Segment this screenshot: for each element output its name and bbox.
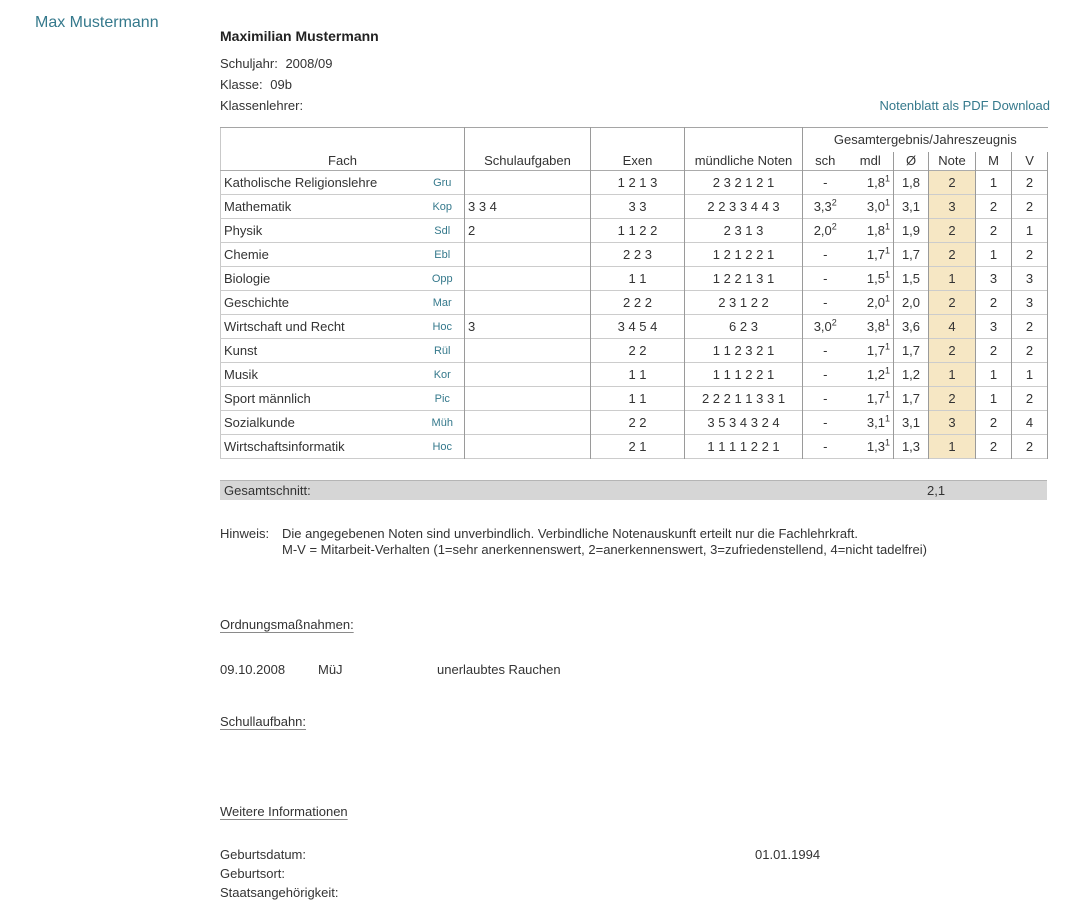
schulaufgaben-cell [465, 171, 591, 195]
col-header-exen: Exen [591, 128, 685, 171]
schulaufgaben-cell [465, 387, 591, 411]
klassenlehrer-label: Klassenlehrer: [220, 98, 304, 113]
sch-cell: - [823, 247, 828, 262]
teacher-abbr-link[interactable]: Mar [421, 291, 465, 315]
mitarbeit-cell: 3 [976, 315, 1012, 339]
table-row [221, 243, 1048, 267]
sch-cell: $3,0^2$ [813, 317, 837, 334]
weight-superscript: 1 [884, 245, 890, 256]
table-row [221, 411, 1048, 435]
weight-superscript: 1 [884, 293, 890, 304]
sch-cell: - [823, 175, 828, 190]
sch-cell: - [823, 343, 828, 358]
mdl-cell: $3,1^1$ [848, 411, 894, 435]
weight-superscript: 1 [884, 173, 890, 184]
schulaufgaben-cell [465, 243, 591, 267]
gesamtschnitt-bar [220, 480, 1047, 500]
weight-superscript: 1 [884, 437, 890, 448]
grades-table-header [221, 128, 1048, 171]
exen-cell: 1 1 2 2 [591, 219, 685, 243]
schulaufgaben-cell [465, 339, 591, 363]
table-row [221, 219, 1048, 243]
note-cell: 2 [929, 171, 976, 195]
mdl-cell: $1,5^1$ [848, 267, 894, 291]
section-weitere-informationen [220, 803, 1050, 821]
grades-table [220, 127, 1048, 459]
teacher-abbr-link[interactable]: Hoc [421, 315, 465, 339]
entry-date: 09.10.2008 [220, 662, 286, 677]
table-row [221, 363, 1048, 387]
mitarbeit-cell: 1 [976, 387, 1012, 411]
entry-teacher-kuerzel: MüJ [318, 662, 343, 677]
klasse-label: Klasse: [220, 77, 263, 92]
schullaufbahn-title: Schullaufbahn: [220, 714, 307, 729]
sch-cell: $3,3^2$ [813, 197, 837, 214]
mdl-cell: $1,3^1$ [848, 435, 894, 459]
weight-superscript: 1 [884, 197, 890, 208]
sch-cell: - [823, 367, 828, 382]
col-header-avg: Ø [894, 152, 929, 171]
weight-superscript: 1 [884, 341, 890, 352]
note-cell: 2 [929, 291, 976, 315]
pdf-download-link[interactable]: Notenblatt als PDF Download [879, 98, 1050, 113]
table-row [221, 435, 1048, 459]
weight-superscript: 1 [884, 269, 890, 280]
verhalten-cell: 1 [1012, 363, 1048, 387]
table-row [221, 195, 1048, 219]
weight-superscript: 1 [884, 389, 890, 400]
exen-cell: 1 2 1 3 [591, 171, 685, 195]
verhalten-cell: 3 [1012, 291, 1048, 315]
col-header-v: V [1012, 152, 1048, 171]
weight-superscript: 1 [884, 413, 890, 424]
teacher-abbr-link[interactable]: Müh [421, 411, 465, 435]
verhalten-cell: 2 [1012, 339, 1048, 363]
exen-cell: 1 1 [591, 363, 685, 387]
note-cell: 1 [929, 363, 976, 387]
average-cell: 2,0 [894, 291, 929, 315]
weight-superscript: 2 [831, 221, 837, 232]
exen-cell: 1 1 [591, 387, 685, 411]
exen-cell: 1 1 [591, 267, 685, 291]
group-header-gesamtergebnis: Gesamtergebnis/Jahreszeugnis [833, 132, 1017, 148]
note-cell: 1 [929, 435, 976, 459]
exen-cell: 3 4 5 4 [591, 315, 685, 339]
sch-cell: $2,0^2$ [813, 221, 837, 238]
subject-cell: Wirtschaftsinformatik [224, 439, 345, 454]
schulaufgaben-cell: 3 3 4 [465, 195, 591, 219]
muendliche-noten-cell: 2 3 1 3 [685, 219, 803, 243]
subject-cell: Sport männlich [224, 391, 311, 406]
mdl-cell: $1,7^1$ [848, 387, 894, 411]
muendliche-noten-cell: 1 2 1 2 2 1 [685, 243, 803, 267]
col-header-m: M [976, 152, 1012, 171]
subject-cell: Katholische Religionslehre [224, 175, 378, 190]
verhalten-cell: 2 [1012, 195, 1048, 219]
col-header-schulaufgaben: Schulaufgaben [465, 128, 591, 171]
mitarbeit-cell: 1 [976, 171, 1012, 195]
sch-cell: - [823, 391, 828, 406]
hinweis-block [220, 526, 1050, 558]
entry-text: unerlaubtes Rauchen [437, 662, 561, 677]
verhalten-cell: 2 [1012, 387, 1048, 411]
mitarbeit-cell: 2 [976, 435, 1012, 459]
geburtsdatum-label: Geburtsdatum: [220, 847, 306, 862]
sidebar-user-link[interactable]: Max Mustermann [35, 14, 159, 31]
weight-superscript: 2 [831, 197, 837, 208]
mdl-cell: $1,8^1$ [848, 219, 894, 243]
table-row [221, 315, 1048, 339]
exen-cell: 2 2 [591, 339, 685, 363]
verhalten-cell: 1 [1012, 219, 1048, 243]
table-row [221, 339, 1048, 363]
exen-cell: 2 2 3 [591, 243, 685, 267]
subject-cell: Sozialkunde [224, 415, 295, 430]
section-schullaufbahn [220, 713, 1050, 731]
sch-cell: - [823, 271, 828, 286]
gesamtschnitt-label: Gesamtschnitt: [224, 483, 311, 498]
exen-cell: 2 2 [591, 411, 685, 435]
grades-table-body [221, 171, 1048, 459]
average-cell: 1,3 [894, 435, 929, 459]
mitarbeit-cell: 1 [976, 243, 1012, 267]
klassenlehrer-line [220, 95, 1050, 116]
weitere-informationen-title: Weitere Informationen [220, 804, 348, 819]
group-header-row [221, 128, 1048, 152]
mitarbeit-cell: 2 [976, 195, 1012, 219]
col-header-muendliche-noten: mündliche Noten [685, 128, 803, 171]
note-cell: 2 [929, 243, 976, 267]
schuljahr-value: 2008/09 [285, 56, 333, 71]
schulaufgaben-cell [465, 363, 591, 387]
muendliche-noten-cell: 2 2 2 1 1 3 3 1 [685, 387, 803, 411]
teacher-abbr-link[interactable]: Ebl [421, 243, 465, 267]
teacher-abbr-link[interactable]: Gru [421, 171, 465, 195]
klasse-value: 09b [270, 77, 292, 92]
hinweis-line2: M-V = Mitarbeit-Verhalten (1=sehr anerkennenswert, 2=anerkennenswert, 3=zufriedenstellend, 4=nicht tadelfrei) [282, 542, 927, 557]
average-cell: 3,1 [894, 411, 929, 435]
weight-superscript: 1 [884, 221, 890, 232]
table-row [221, 267, 1048, 291]
ordnungsmassnahme-entry [220, 662, 1050, 677]
verhalten-cell: 3 [1012, 267, 1048, 291]
mitarbeit-cell: 2 [976, 339, 1012, 363]
weight-superscript: 2 [831, 317, 837, 328]
note-cell: 1 [929, 267, 976, 291]
hinweis-text [282, 526, 927, 558]
muendliche-noten-cell: 2 2 3 3 4 4 3 [685, 195, 803, 219]
mdl-cell: $3,0^1$ [848, 195, 894, 219]
schulaufgaben-cell [465, 411, 591, 435]
hinweis-line1: Die angegebenen Noten sind unverbindlich. Verbindliche Notenauskunft erteilt nur die Fachlehrkraft. [282, 526, 858, 541]
average-cell: 3,6 [894, 315, 929, 339]
schulaufgaben-cell [465, 291, 591, 315]
note-cell: 3 [929, 195, 976, 219]
verhalten-cell: 2 [1012, 171, 1048, 195]
mdl-cell: $1,8^1$ [848, 171, 894, 195]
mitarbeit-cell: 3 [976, 267, 1012, 291]
subject-cell: Mathematik [224, 199, 292, 214]
mdl-cell: $1,7^1$ [848, 339, 894, 363]
subject-cell: Geschichte [224, 295, 290, 310]
average-cell: 1,7 [894, 339, 929, 363]
note-cell: 2 [929, 219, 976, 243]
weight-superscript: 1 [884, 365, 890, 376]
schulaufgaben-cell [465, 267, 591, 291]
average-cell: 1,7 [894, 387, 929, 411]
schulaufgaben-cell: 2 [465, 219, 591, 243]
verhalten-cell: 2 [1012, 315, 1048, 339]
field-geburtsdatum [220, 845, 1050, 864]
teacher-abbr-link[interactable]: Opp [421, 267, 465, 291]
teacher-abbr-link[interactable]: Hoc [421, 435, 465, 459]
average-cell: 1,8 [894, 171, 929, 195]
exen-cell: 2 2 2 [591, 291, 685, 315]
mitarbeit-cell: 1 [976, 363, 1012, 387]
schuljahr-line [220, 53, 1050, 74]
geburtsort-label: Geburtsort: [220, 866, 286, 881]
col-header-fach: Fach [221, 128, 465, 171]
average-cell: 1,7 [894, 243, 929, 267]
teacher-abbr-link[interactable]: Rül [421, 339, 465, 363]
geburtsdatum-value: 01.01.1994 [755, 847, 821, 862]
average-cell: 3,1 [894, 195, 929, 219]
exen-cell: 3 3 [591, 195, 685, 219]
teacher-abbr-link[interactable]: Sdl [421, 219, 465, 243]
mitarbeit-cell: 2 [976, 219, 1012, 243]
note-cell: 4 [929, 315, 976, 339]
subject-cell: Musik [224, 367, 258, 382]
average-cell: 1,9 [894, 219, 929, 243]
muendliche-noten-cell: 6 2 3 [685, 315, 803, 339]
mdl-cell: $3,8^1$ [848, 315, 894, 339]
verhalten-cell: 2 [1012, 435, 1048, 459]
student-name: Maximilian Mustermann [220, 28, 379, 44]
schulaufgaben-cell: 3 [465, 315, 591, 339]
mdl-cell: $1,2^1$ [848, 363, 894, 387]
muendliche-noten-cell: 1 2 2 1 3 1 [685, 267, 803, 291]
subject-cell: Chemie [224, 247, 269, 262]
muendliche-noten-cell: 1 1 2 3 2 1 [685, 339, 803, 363]
muendliche-noten-cell: 3 5 3 4 3 2 4 [685, 411, 803, 435]
muendliche-noten-cell: 2 3 1 2 2 [685, 291, 803, 315]
table-row [221, 387, 1048, 411]
weight-superscript: 1 [884, 317, 890, 328]
col-header-note: Note [929, 152, 976, 171]
muendliche-noten-cell: 2 3 2 1 2 1 [685, 171, 803, 195]
table-row [221, 171, 1048, 195]
teacher-abbr-link[interactable]: Kop [421, 195, 465, 219]
verhalten-cell: 4 [1012, 411, 1048, 435]
note-cell: 2 [929, 339, 976, 363]
sch-cell: - [823, 295, 828, 310]
sch-cell: - [823, 439, 828, 454]
schuljahr-label: Schuljahr: [220, 56, 278, 71]
average-cell: 1,2 [894, 363, 929, 387]
gesamtschnitt-value: 2,1 [927, 483, 946, 498]
teacher-abbr-link[interactable]: Pic [421, 387, 465, 411]
subject-cell: Kunst [224, 343, 258, 358]
subject-cell: Wirtschaft und Recht [224, 319, 345, 334]
weitere-informationen-fields [220, 845, 1050, 902]
exen-cell: 2 1 [591, 435, 685, 459]
col-header-mdl: mdl [848, 152, 894, 171]
average-cell: 1,5 [894, 267, 929, 291]
col-header-sch: sch [815, 153, 836, 169]
staatsangehoerigkeit-label: Staatsangehörigkeit: [220, 885, 339, 900]
schulaufgaben-cell [465, 435, 591, 459]
subject-cell: Biologie [224, 271, 271, 286]
ordnungsmassnahmen-title: Ordnungsmaßnahmen: [220, 617, 354, 632]
mitarbeit-cell: 2 [976, 411, 1012, 435]
subject-cell: Physik [224, 223, 263, 238]
field-staatsangehoerigkeit [220, 883, 1050, 902]
note-cell: 3 [929, 411, 976, 435]
klasse-line [220, 74, 1050, 95]
teacher-abbr-link[interactable]: Kor [421, 363, 465, 387]
mdl-cell: $1,7^1$ [848, 243, 894, 267]
hinweis-label: Hinweis: [220, 526, 270, 541]
muendliche-noten-cell: 1 1 1 2 2 1 [685, 363, 803, 387]
section-ordnungsmassnahmen [220, 616, 1050, 634]
muendliche-noten-cell: 1 1 1 1 2 2 1 [685, 435, 803, 459]
student-info-block [220, 53, 1050, 116]
table-row [221, 291, 1048, 315]
field-geburtsort [220, 864, 1050, 883]
sch-cell: - [823, 415, 828, 430]
mdl-cell: $2,0^1$ [848, 291, 894, 315]
mitarbeit-cell: 2 [976, 291, 1012, 315]
main-content [220, 0, 1050, 902]
note-cell: 2 [929, 387, 976, 411]
verhalten-cell: 2 [1012, 243, 1048, 267]
